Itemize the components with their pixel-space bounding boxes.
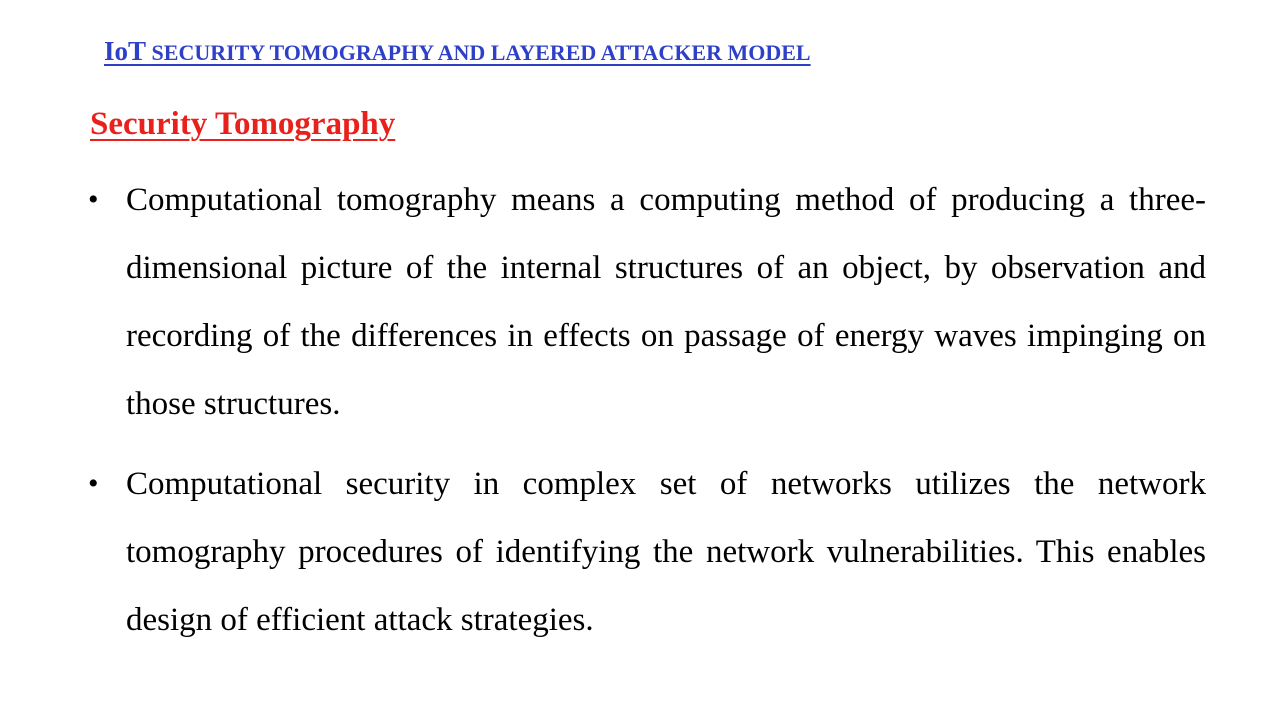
bullet-marker: • bbox=[88, 183, 99, 216]
slide-title-rest: SECURITY TOMOGRAPHY AND LAYERED ATTACKER MODEL bbox=[146, 40, 811, 65]
slide-title-iot: IoT bbox=[104, 36, 147, 66]
section-heading: Security Tomography bbox=[90, 106, 396, 142]
bullet-item-security bbox=[88, 450, 1206, 654]
bullet-list bbox=[88, 166, 1206, 666]
bullet-item-tomography bbox=[88, 166, 1206, 438]
bullet-text: Computational tomography means a computing method of producing a three-dimensional picture of the internal structures of an object, by observation and recording of the differences in effects on passage of energy waves impinging on those structures. bbox=[126, 182, 1206, 422]
slide-title bbox=[104, 34, 811, 70]
bullet-text: Computational security in complex set of networks utilizes the network tomography procedures of identifying the network vulnerabilities. This enables design of efficient attack strategies. bbox=[126, 466, 1206, 638]
bullet-marker: • bbox=[88, 467, 99, 500]
